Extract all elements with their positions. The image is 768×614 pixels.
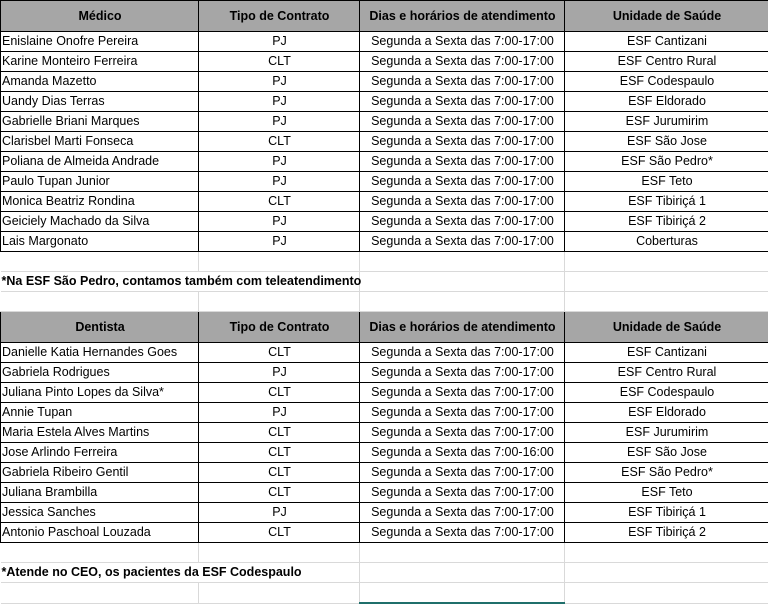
- cell-schedule[interactable]: Segunda a Sexta das 7:00-17:00: [360, 212, 565, 232]
- cell-unit[interactable]: ESF Centro Rural: [565, 363, 768, 383]
- empty-cell[interactable]: [360, 563, 565, 583]
- cell-unit[interactable]: ESF São Jose: [565, 132, 768, 152]
- cell-unit[interactable]: ESF Jurumirim: [565, 112, 768, 132]
- empty-cell[interactable]: [199, 252, 360, 272]
- empty-row: [1, 583, 768, 604]
- cell-schedule[interactable]: Segunda a Sexta das 7:00-17:00: [360, 463, 565, 483]
- empty-cell[interactable]: [565, 583, 768, 604]
- cell-contract[interactable]: PJ: [199, 503, 360, 523]
- cell-name[interactable]: Uandy Dias Terras: [1, 92, 199, 112]
- cell-contract[interactable]: CLT: [199, 423, 360, 443]
- cell-schedule[interactable]: Segunda a Sexta das 7:00-17:00: [360, 403, 565, 423]
- cell-name[interactable]: Geiciely Machado da Silva: [1, 212, 199, 232]
- empty-cell[interactable]: [565, 292, 768, 312]
- cell-contract[interactable]: CLT: [199, 443, 360, 463]
- cell-contract[interactable]: PJ: [199, 363, 360, 383]
- cell-unit[interactable]: ESF Tibiriçá 2: [565, 523, 768, 543]
- cell-contract[interactable]: PJ: [199, 32, 360, 52]
- cell-name[interactable]: Gabrielle Briani Marques: [1, 112, 199, 132]
- cell-schedule[interactable]: Segunda a Sexta das 7:00-17:00: [360, 503, 565, 523]
- empty-cell[interactable]: [1, 292, 199, 312]
- table-row: [1, 112, 768, 132]
- cell-name[interactable]: Juliana Pinto Lopes da Silva*: [1, 383, 199, 403]
- cell-contract[interactable]: PJ: [199, 232, 360, 252]
- cell-schedule[interactable]: Segunda a Sexta das 7:00-17:00: [360, 363, 565, 383]
- empty-cell[interactable]: [565, 543, 768, 563]
- empty-row: [1, 543, 768, 563]
- cell-name[interactable]: Monica Beatriz Rondina: [1, 192, 199, 212]
- cell-unit[interactable]: ESF Tibiriçá 2: [565, 212, 768, 232]
- table-row: [1, 443, 768, 463]
- cell-unit[interactable]: Coberturas: [565, 232, 768, 252]
- cell-contract[interactable]: CLT: [199, 132, 360, 152]
- empty-cell[interactable]: [360, 252, 565, 272]
- table-row: [1, 192, 768, 212]
- empty-cell[interactable]: [565, 272, 768, 292]
- table-row: [1, 52, 768, 72]
- cell-contract[interactable]: PJ: [199, 72, 360, 92]
- cell-name[interactable]: Gabriela Rodrigues: [1, 363, 199, 383]
- table-row: [1, 132, 768, 152]
- table-row: [1, 503, 768, 523]
- header-unit[interactable]: Unidade de Saúde: [565, 312, 768, 343]
- cell-schedule[interactable]: Segunda a Sexta das 7:00-17:00: [360, 132, 565, 152]
- empty-row: [1, 292, 768, 312]
- table-row: [1, 152, 768, 172]
- empty-cell[interactable]: [565, 252, 768, 272]
- cell-unit[interactable]: ESF Jurumirim: [565, 423, 768, 443]
- cell-schedule[interactable]: Segunda a Sexta das 7:00-17:00: [360, 32, 565, 52]
- note-row: [1, 272, 768, 292]
- cell-unit[interactable]: ESF Teto: [565, 172, 768, 192]
- header-medico[interactable]: Médico: [1, 1, 199, 32]
- cell-name[interactable]: Maria Estela Alves Martins: [1, 423, 199, 443]
- footnote[interactable]: *Na ESF São Pedro, contamos também com teleatendimento: [1, 272, 360, 292]
- cell-unit[interactable]: ESF São Pedro*: [565, 463, 768, 483]
- table-row: [1, 403, 768, 423]
- table-row: [1, 32, 768, 52]
- cell-unit[interactable]: ESF Centro Rural: [565, 52, 768, 72]
- empty-cell[interactable]: [199, 543, 360, 563]
- cell-name[interactable]: Clarisbel Marti Fonseca: [1, 132, 199, 152]
- cell-name[interactable]: Lais Margonato: [1, 232, 199, 252]
- empty-cell[interactable]: [360, 272, 565, 292]
- cell-unit[interactable]: ESF Tibiriçá 1: [565, 503, 768, 523]
- cell-schedule[interactable]: Segunda a Sexta das 7:00-17:00: [360, 423, 565, 443]
- table-row: [1, 72, 768, 92]
- header-dentista[interactable]: Dentista: [1, 312, 199, 343]
- cell-unit[interactable]: ESF Eldorado: [565, 92, 768, 112]
- cell-contract[interactable]: CLT: [199, 192, 360, 212]
- cell-contract[interactable]: CLT: [199, 343, 360, 363]
- footnote[interactable]: *Atende no CEO, os pacientes da ESF Codespaulo: [1, 563, 360, 583]
- cell-unit[interactable]: ESF São Jose: [565, 443, 768, 463]
- header-unit[interactable]: Unidade de Saúde: [565, 1, 768, 32]
- empty-cell[interactable]: [1, 543, 199, 563]
- empty-cell[interactable]: [199, 583, 360, 604]
- cell-schedule[interactable]: Segunda a Sexta das 7:00-17:00: [360, 72, 565, 92]
- table-row: [1, 212, 768, 232]
- cell-schedule[interactable]: Segunda a Sexta das 7:00-17:00: [360, 343, 565, 363]
- cell-unit[interactable]: ESF Cantizani: [565, 343, 768, 363]
- cell-name[interactable]: Antonio Paschoal Louzada: [1, 523, 199, 543]
- empty-cell[interactable]: [360, 543, 565, 563]
- header-schedule[interactable]: Dias e horários de atendimento: [360, 1, 565, 32]
- cell-contract[interactable]: PJ: [199, 92, 360, 112]
- cell-name[interactable]: Karine Monteiro Ferreira: [1, 52, 199, 72]
- cell-schedule[interactable]: Segunda a Sexta das 7:00-17:00: [360, 192, 565, 212]
- cell-contract[interactable]: CLT: [199, 523, 360, 543]
- cell-contract[interactable]: PJ: [199, 112, 360, 132]
- note-row: [1, 563, 768, 583]
- cell-name[interactable]: Amanda Mazetto: [1, 72, 199, 92]
- cell-name[interactable]: Annie Tupan: [1, 403, 199, 423]
- cell-unit[interactable]: ESF Cantizani: [565, 32, 768, 52]
- cell-schedule[interactable]: Segunda a Sexta das 7:00-17:00: [360, 232, 565, 252]
- empty-cell[interactable]: [360, 292, 565, 312]
- header-contract[interactable]: Tipo de Contrato: [199, 312, 360, 343]
- cell-schedule[interactable]: Segunda a Sexta das 7:00-16:00: [360, 443, 565, 463]
- table-row: [1, 383, 768, 403]
- cell-unit[interactable]: ESF Codespaulo: [565, 383, 768, 403]
- table-row: [1, 343, 768, 363]
- cell-schedule[interactable]: Segunda a Sexta das 7:00-17:00: [360, 383, 565, 403]
- cell-schedule[interactable]: Segunda a Sexta das 7:00-17:00: [360, 152, 565, 172]
- cell-name[interactable]: Danielle Katia Hernandes Goes: [1, 343, 199, 363]
- cell-contract[interactable]: CLT: [199, 483, 360, 503]
- cell-name[interactable]: Jessica Sanches: [1, 503, 199, 523]
- cell-unit[interactable]: ESF Tibiriçá 1: [565, 192, 768, 212]
- header-contract[interactable]: Tipo de Contrato: [199, 1, 360, 32]
- cell-contract[interactable]: PJ: [199, 152, 360, 172]
- cell-schedule[interactable]: Segunda a Sexta das 7:00-17:00: [360, 112, 565, 132]
- cell-name[interactable]: Jose Arlindo Ferreira: [1, 443, 199, 463]
- table-row: [1, 463, 768, 483]
- header-schedule[interactable]: Dias e horários de atendimento: [360, 312, 565, 343]
- empty-cell[interactable]: [360, 583, 565, 604]
- cell-contract[interactable]: PJ: [199, 403, 360, 423]
- empty-cell[interactable]: [565, 563, 768, 583]
- empty-row: [1, 252, 768, 272]
- cell-schedule[interactable]: Segunda a Sexta das 7:00-17:00: [360, 483, 565, 503]
- cell-name[interactable]: Juliana Brambilla: [1, 483, 199, 503]
- cell-unit[interactable]: ESF Eldorado: [565, 403, 768, 423]
- empty-cell[interactable]: [1, 252, 199, 272]
- cell-contract[interactable]: PJ: [199, 212, 360, 232]
- empty-cell[interactable]: [1, 583, 199, 604]
- empty-cell[interactable]: [199, 292, 360, 312]
- cell-contract[interactable]: CLT: [199, 463, 360, 483]
- cell-name[interactable]: Enislaine Onofre Pereira: [1, 32, 199, 52]
- table-row: [1, 92, 768, 112]
- medico-header-row: [1, 1, 768, 32]
- cell-contract[interactable]: CLT: [199, 383, 360, 403]
- cell-name[interactable]: Paulo Tupan Junior: [1, 172, 199, 192]
- cell-schedule[interactable]: Segunda a Sexta das 7:00-17:00: [360, 172, 565, 192]
- table-row: [1, 523, 768, 543]
- cell-schedule[interactable]: Segunda a Sexta das 7:00-17:00: [360, 92, 565, 112]
- cell-contract[interactable]: CLT: [199, 52, 360, 72]
- dentista-header-row: [1, 312, 768, 343]
- cell-schedule[interactable]: Segunda a Sexta das 7:00-17:00: [360, 523, 565, 543]
- cell-name[interactable]: Gabriela Ribeiro Gentil: [1, 463, 199, 483]
- cell-schedule[interactable]: Segunda a Sexta das 7:00-17:00: [360, 52, 565, 72]
- cell-contract[interactable]: PJ: [199, 172, 360, 192]
- cell-unit[interactable]: ESF Teto: [565, 483, 768, 503]
- cell-name[interactable]: Poliana de Almeida Andrade: [1, 152, 199, 172]
- table-row: [1, 363, 768, 383]
- table-row: [1, 172, 768, 192]
- cell-unit[interactable]: ESF Codespaulo: [565, 72, 768, 92]
- cell-unit[interactable]: ESF São Pedro*: [565, 152, 768, 172]
- table-row: [1, 483, 768, 503]
- table-row: [1, 423, 768, 443]
- table-row: [1, 232, 768, 252]
